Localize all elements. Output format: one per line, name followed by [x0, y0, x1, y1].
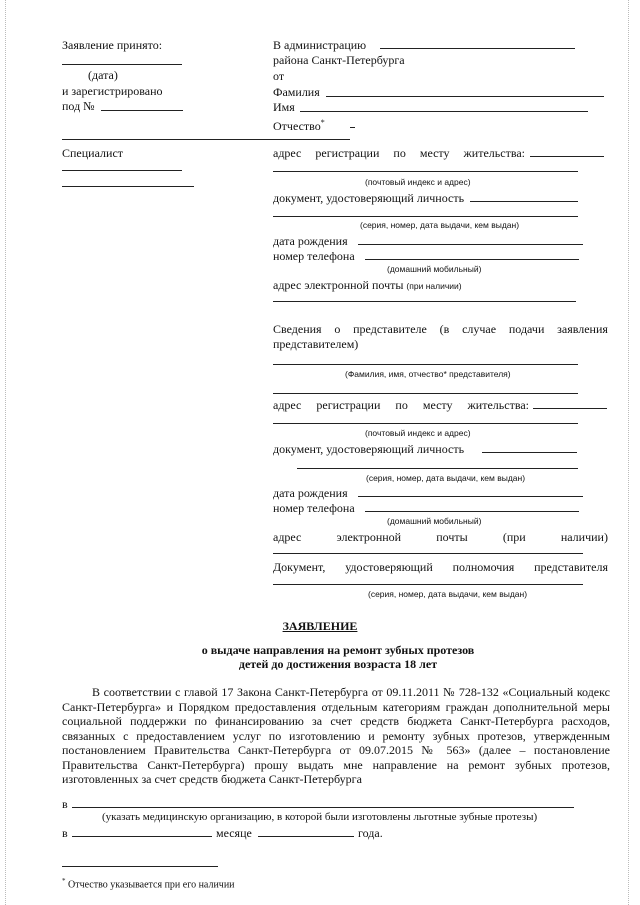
rep-email-line[interactable]	[273, 553, 583, 554]
id-doc-line-a[interactable]	[470, 201, 578, 202]
patronymic-line[interactable]	[350, 127, 355, 128]
asterisk-mark: *	[320, 118, 325, 127]
name-label: Имя	[273, 100, 295, 114]
organization-hint: (указать медицинскую организацию, в которой были изготовлены льготные зубные протезы)	[102, 811, 538, 823]
specialist-line-2[interactable]	[62, 186, 194, 187]
phone-label: номер телефона	[273, 249, 355, 263]
document-title: ЗАЯВЛЕНИЕ	[282, 619, 358, 633]
rep-email-row: адрес электронной почты (при наличии)	[273, 530, 608, 544]
date-label: (дата)	[88, 68, 118, 82]
rep-reg-line-b[interactable]	[273, 423, 578, 424]
in-label: в	[62, 797, 68, 811]
month-label: месяце	[216, 826, 252, 840]
district-label: района Санкт-Петербурга	[273, 53, 405, 67]
postal-hint: (почтовый индекс и адрес)	[365, 177, 471, 187]
birth-date-line[interactable]	[358, 244, 583, 245]
rep-phone-hint: (домашний мобильный)	[387, 516, 482, 526]
date-line[interactable]	[62, 64, 182, 65]
phone-hint: (домашний мобильный)	[387, 264, 482, 274]
specialist-line-1[interactable]	[62, 170, 182, 171]
rep-id-line-a[interactable]	[482, 452, 577, 453]
organization-line[interactable]	[72, 807, 574, 808]
admin-line[interactable]	[380, 48, 575, 49]
to-admin-label: В администрацию	[273, 38, 367, 52]
under-no-label: под №	[62, 99, 95, 113]
rep-postal-hint: (почтовый индекс и адрес)	[365, 428, 471, 438]
rep-name-line[interactable]	[273, 364, 578, 365]
email-hint: (при наличии)	[406, 281, 462, 291]
name-line[interactable]	[300, 111, 588, 112]
document-subtitle-2: детей до достижения возраста 18 лет	[238, 657, 438, 671]
rep-reg-address-row: адрес регистрации по месту жительства:	[273, 398, 529, 412]
id-doc-label: документ, удостоверяющий личность	[273, 191, 465, 205]
year-label: года.	[358, 826, 383, 840]
right-scan-edge	[628, 0, 629, 905]
specialist-label: Специалист	[62, 146, 124, 160]
rep-phone-line[interactable]	[365, 511, 579, 512]
surname-line[interactable]	[326, 96, 604, 97]
reg-number-line[interactable]	[101, 110, 183, 111]
statement-paragraph: В соответствии с главой 17 Закона Санкт-Петербурга от 09.11.2011 № 728-132 «Социальный кодекс Санкт-Петербурга» и Порядком предоставления отдельным категориям граждан дополнительной меры социальной поддержки по финансированию за счет средств бюджета Санкт-Петербурга расходов, связанных с предоставлением услуг по изготовлению и ремонту зубных протезов, утвержденным постановлением Правительства Санкт-Петербурга от 09.07.2015 № 563» (далее – постановление Правительства Санкт-Петербурга) прошу выдать мне направление на ремонт зубных протезов, изготовленных за счет средств бюджета Санкт-Петербурга	[62, 685, 610, 786]
rep-reg-line-a[interactable]	[533, 408, 607, 409]
email-label: адрес электронной почты (при наличии)	[273, 278, 462, 292]
rep-id-line-b[interactable]	[297, 468, 578, 469]
left-separator-line	[62, 139, 350, 140]
id-hint: (серия, номер, дата выдачи, кем выдан)	[360, 220, 520, 230]
left-scan-edge	[5, 0, 6, 905]
rep-id-doc-label: документ, удостоверяющий личность	[273, 442, 465, 456]
rep-phone-label: номер телефона	[273, 501, 355, 515]
reg-address-line-a[interactable]	[530, 156, 604, 157]
representative-row-1: Сведения о представителе (в случае подачи заявления	[273, 322, 608, 336]
accepted-label: Заявление принято:	[62, 38, 163, 52]
document-subtitle-1: о выдаче направления на ремонт зубных протезов	[201, 643, 475, 657]
manufacture-year-line[interactable]	[258, 836, 354, 837]
reg-address-line-b[interactable]	[273, 171, 578, 172]
birth-date-label: дата рождения	[273, 234, 348, 248]
footnote-separator	[62, 866, 218, 867]
authority-doc-row: Документ, удостоверяющий полномочия представителя	[273, 560, 608, 574]
registered-label: и зарегистрировано	[62, 84, 163, 98]
footnote-asterisk: *	[62, 877, 66, 885]
reg-address-row: адрес регистрации по месту жительства:	[273, 146, 525, 160]
email-line[interactable]	[273, 301, 576, 302]
rep-birth-date-label: дата рождения	[273, 486, 348, 500]
id-doc-line-b[interactable]	[273, 216, 578, 217]
rep-name-line-2[interactable]	[273, 393, 578, 394]
phone-line[interactable]	[365, 259, 579, 260]
surname-label: Фамилия	[273, 85, 320, 99]
rep-birth-date-line[interactable]	[358, 496, 583, 497]
representative-row-2: представителем)	[273, 337, 359, 351]
footnote: * Отчество указывается при его наличии	[62, 877, 235, 891]
authority-hint: (серия, номер, дата выдачи, кем выдан)	[368, 589, 528, 599]
manufacture-month-line[interactable]	[72, 836, 212, 837]
patronymic-label: Отчество*	[273, 118, 325, 133]
rep-name-hint: (Фамилия, имя, отчество* представителя)	[345, 369, 511, 379]
from-label: от	[273, 69, 285, 83]
in-label-2: в	[62, 826, 68, 840]
rep-id-hint: (серия, номер, дата выдачи, кем выдан)	[366, 473, 526, 483]
authority-line[interactable]	[273, 584, 583, 585]
